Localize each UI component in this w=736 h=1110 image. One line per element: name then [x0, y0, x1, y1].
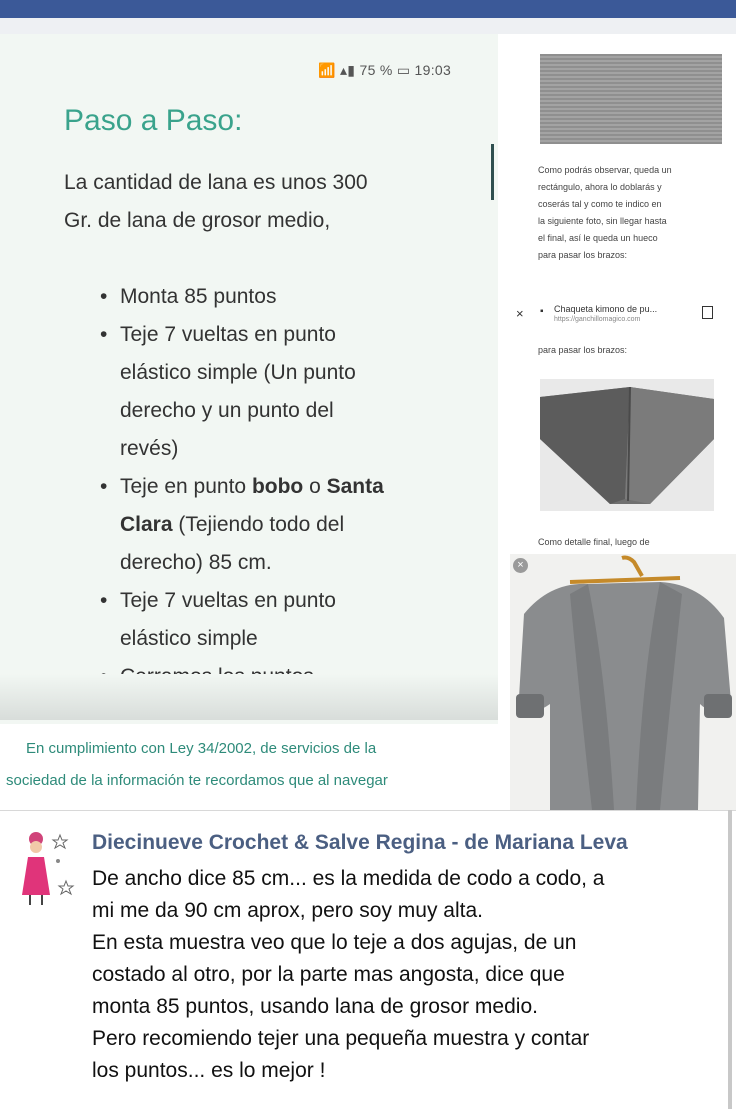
comment-line: costado al otro, por la parte mas angosta, dice que — [92, 963, 565, 986]
comment-author[interactable]: Diecinueve Crochet & Salve Regina - de Mariana Leva — [92, 831, 628, 854]
phone-status-bar — [318, 62, 451, 79]
article-intro — [64, 164, 464, 240]
list-item: • Teje en punto bobo o Santa Clara (Tejiendo todo del derecho) 85 cm. — [96, 468, 456, 582]
wifi-icon: 📶 — [318, 62, 336, 78]
kimono-cardigan-photo — [510, 554, 736, 810]
content-fade — [0, 674, 498, 720]
battery-percent: 75 % — [359, 62, 393, 78]
signal-icon: ▴▮ — [339, 62, 356, 78]
comment-block — [0, 810, 736, 1110]
top-gap — [0, 18, 736, 34]
browser-url-bar — [510, 302, 736, 330]
folded-fabric-photo — [540, 379, 714, 511]
comment-line: los puntos... es lo mejor ! — [92, 1059, 326, 1082]
bullet-icon: • — [100, 475, 108, 498]
lock-icon: ▪ — [540, 306, 544, 317]
list-item: • Teje 7 vueltas en punto elástico simple (Un punto derecho y un punto del revés) — [96, 316, 456, 468]
battery-icon: ▭ — [396, 62, 411, 78]
bullet-icon: • — [100, 285, 108, 308]
top-bar — [0, 0, 736, 18]
comment-line: Pero recomiendo tejer una pequeña muestra y contar — [92, 1027, 590, 1050]
instruction-note: para pasar los brazos: — [538, 345, 628, 355]
text-cursor — [491, 144, 494, 200]
clock-time: 19:03 — [414, 62, 452, 78]
instruction-note: Como podrás observar, queda un rectángulo, ahora lo doblarás y coserás tal y como te indico en la siguiente foto, sin llegar hasta el final, así le queda un hueco para pasar los brazos: — [538, 165, 672, 260]
avatar — [16, 825, 78, 905]
legal-line: En cumplimiento con Ley 34/2002, de servicios de la — [26, 740, 377, 757]
article-heading: Paso a Paso: — [64, 104, 243, 137]
comment-text — [92, 863, 722, 1087]
comment-line: De ancho dice 85 cm... es la medida de codo a codo, a — [92, 867, 605, 890]
intro-line: Gr. de lana de grosor medio, — [64, 209, 331, 232]
instruction-note: Como detalle final, luego de — [538, 537, 650, 547]
article-screenshot — [0, 34, 498, 810]
close-icon[interactable]: × — [516, 306, 524, 321]
list-item: • Monta 85 puntos — [96, 278, 456, 316]
bullet-icon: • — [100, 589, 108, 612]
close-icon[interactable]: × — [513, 558, 528, 573]
legal-notice — [0, 724, 498, 810]
kimono-screenshot — [510, 34, 736, 810]
knitted-rectangle-photo — [540, 54, 722, 144]
comment-line: En esta muestra veo que lo teje a dos agujas, de un — [92, 931, 577, 954]
comment-line: mi me da 90 cm aprox, pero soy muy alta. — [92, 899, 483, 922]
bookmark-icon[interactable] — [702, 306, 713, 319]
url-title: Chaqueta kimono de pu... — [554, 304, 658, 314]
scrollbar[interactable] — [728, 810, 732, 1109]
bullet-icon: • — [100, 323, 108, 346]
list-item: • Teje 7 vueltas en punto elástico simple — [96, 582, 456, 658]
legal-line: sociedad de la información te recordamos que al navegar — [6, 772, 388, 789]
intro-line: La cantidad de lana es unos 300 — [64, 171, 368, 194]
comment-line: monta 85 puntos, usando lana de grosor medio. — [92, 995, 538, 1018]
steps-list — [96, 278, 456, 696]
url-address: https://ganchillomagico.com — [554, 316, 641, 323]
